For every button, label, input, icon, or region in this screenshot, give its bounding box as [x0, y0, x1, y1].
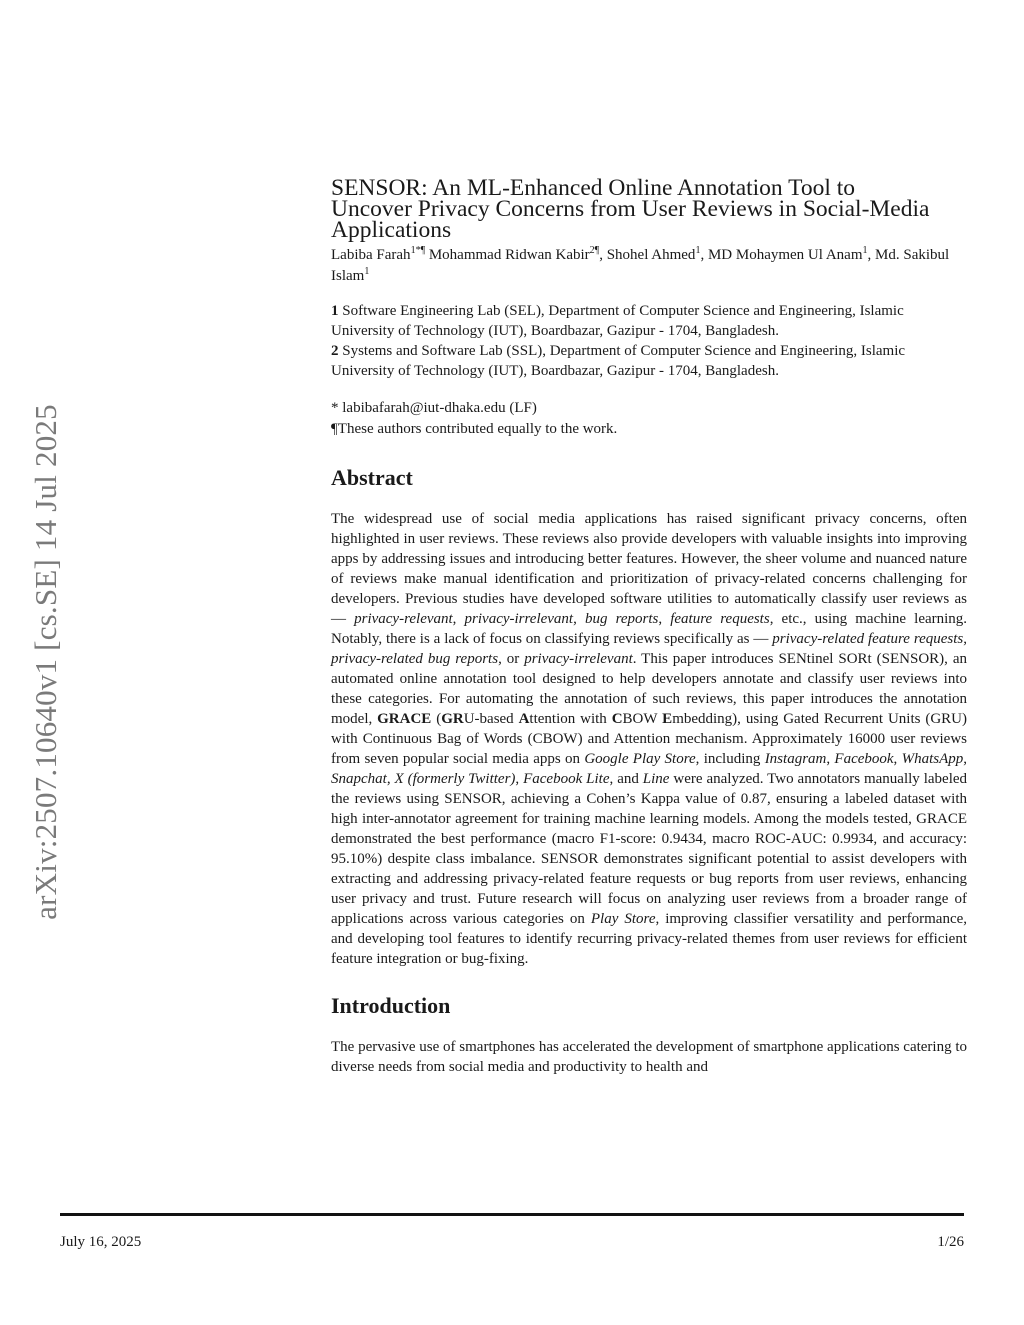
abstract-heading: Abstract: [331, 465, 413, 490]
author-separator: ,: [599, 247, 607, 263]
category-term: privacy-related feature requests: [772, 631, 964, 647]
category-term: privacy-related bug reports: [331, 651, 499, 667]
affiliation-text: Software Engineering Lab (SEL), Department of Computer Science and Engineering, Islamic University of Technology (IUT), Boardbazar, Gazipur - 1704, Bangladesh.: [331, 303, 904, 339]
abstract-text: U-based: [463, 711, 514, 727]
abstract-text: ttention with: [529, 711, 607, 727]
footer-divider: [60, 1213, 964, 1216]
author-mark: 1*¶: [410, 245, 426, 256]
affiliation-text: Systems and Software Lab (SSL), Department of Computer Science and Engineering, Islamic University of Technology (IUT), Boardbazar, Gazipur - 1704, Bangladesh.: [331, 343, 906, 379]
affiliation-1: [331, 301, 967, 341]
affiliation-2: [331, 341, 967, 381]
app-name: X (formerly Twitter): [394, 771, 516, 787]
paper-title: [331, 175, 967, 243]
author-name: Shohel Ahmed: [606, 247, 696, 263]
acronym-letter: C: [611, 711, 623, 727]
author-name: Labiba Farah: [331, 247, 411, 263]
introduction-heading: Introduction: [331, 993, 451, 1018]
corresponding-author-note: * labibafarah@iut-dhaka.edu (LF): [331, 400, 537, 416]
category-term: feature requests: [670, 611, 770, 627]
app-name: Snapchat: [331, 771, 387, 787]
abstract-text: were analyzed. Two annotators manually labeled the reviews using SENSOR, achieving a Cohen’s Kappa value of 0.87, ensuring a labeled dataset with high inter-annotator agreement for training machine learning models. Among the models tested, GRACE demonstrated the best performance (macro F1-score: 0.9434, macro ROC-AUC: 0.9934, and accuracy: 95.10%) despite class imbalance. SENSOR demonstrates significant potential to assist developers with extracting and addressing privacy-related feature requests or bug reports from user reviews, enhancing user privacy and trust. Future research will focus on analyzing user reviews from a broader range of applications across various categories on: [331, 771, 968, 927]
author-mark: 2¶: [589, 245, 600, 256]
model-name: GRACE: [377, 711, 432, 727]
title-line-2: Uncover Privacy Concerns from User Reviews in Social-Media: [331, 196, 930, 222]
category-term: bug reports: [584, 611, 659, 627]
abstract-text: BOW: [622, 711, 658, 727]
paper-content: [331, 175, 968, 1077]
acronym-letter: E: [662, 711, 673, 727]
author-separator: ,: [700, 247, 708, 263]
acronym-letter: A: [518, 711, 530, 727]
author-name: MD Mohaymen Ul Anam: [707, 247, 863, 263]
abstract-text: . This paper introduces SENtinel SORt (SENSOR), an automated online annotation tool designed to help developers annotate and classify user reviews into these categories. For automating the annotation of such reviews, this paper introduces the annotation model,: [331, 651, 968, 727]
app-name: Instagram: [764, 751, 827, 767]
app-name: Facebook: [834, 751, 894, 767]
introduction-paragraph: The pervasive use of smartphones has accelerated the development of smartphone applications catering to diverse needs from social media and productivity to health and: [331, 1039, 968, 1075]
author-mark: 1: [695, 245, 701, 256]
author-mark: 1: [364, 266, 370, 277]
author-name: Md. Sakibul Islam: [331, 247, 950, 284]
abstract-text: , including: [695, 751, 761, 767]
abstract-paragraph: The widespread use of social media applications has raised significant privacy concerns, often highlighted in user reviews. These reviews also provide developers with valuable insights into improving apps by addressing issues and introducing better features. However, the sheer volume and nuanced nature of reviews make manual identification and prioritization of privacy-related concerns challenging for developers. Previous studies have developed software utilities to automatically classify user reviews as — privacy-relevant, privacy-irrelevant, bug reports, feature requests, etc., using machine learning. Notably, there is a lack of focus on classifying reviews specifically as — privacy-related feature requests, privacy-related bug reports, or privacy-irrelevant. This paper introduces SENtinel SORt (SENSOR), an automated online annotation tool designed to help developers annotate and classify user reviews into these categories. For automating the annotation of such reviews, this paper introduces the annotation model, GRACE (GRU-based Attention with CBOW Embedding), using Gated Recurrent Units (GRU) with Continuous Bag of Words (CBOW) and Attention mechanism. Approximately 16000 user reviews from seven popular social media apps on Google Play Store, including Instagram, Facebook, WhatsApp, Snapchat, X (formerly Twitter), Facebook Lite, and Line were analyzed. Two annotators manually labeled the reviews using SENSOR, achieving a Cohen’s Kappa value of 0.87, ensuring a labeled dataset with high inter-annotator agreement for training machine learning models. Among the models tested, GRACE demonstrated the best performance (macro F1-score: 0.9434, macro ROC-AUC: 0.9934, and accuracy: 95.10%) despite class imbalance. SENSOR demonstrates significant potential to assist developers with extracting and addressing privacy-related feature requests or bug reports from user reviews, enhancing user privacy and trust. Future research will focus on analyzing user reviews from a broader range of applications across various categories on Play Store, improving classifier versatility and performance, and developing tool features to identify recurring privacy-related themes from user reviews for efficient feature integration or bug-fixing.: [331, 511, 968, 967]
store-name: Google Play Store: [584, 751, 696, 767]
category-term: privacy-irrelevant: [464, 611, 574, 627]
affiliation-number: 2: [331, 343, 339, 359]
category-term: privacy-relevant: [354, 611, 453, 627]
app-name: Facebook Lite: [523, 771, 610, 787]
title-line-1: SENSOR: An ML-Enhanced Online Annotation Tool to: [331, 175, 856, 201]
page-number: 1/26: [937, 1234, 964, 1250]
footer-date: July 16, 2025: [60, 1234, 142, 1250]
author-list: [331, 245, 967, 287]
store-name: Play Store: [590, 911, 656, 927]
affiliation-number: 1: [331, 303, 339, 319]
author-name: Mohammad Ridwan Kabir: [428, 247, 590, 263]
abstract-text: , etc., using machine learning. Notably, there is a lack of focus on classifying reviews specifically as —: [331, 611, 968, 647]
abstract-text: The widespread use of social media applications has raised significant privacy concerns, often highlighted in user reviews. These reviews also provide developers with valuable insights into improving apps by addressing issues and introducing better features. However, the sheer volume and nuanced nature of reviews make manual identification and prioritization of privacy-related concerns challenging for developers. Previous studies have developed software utilities to automatically classify user reviews as —: [331, 511, 967, 627]
author-notes: [331, 398, 967, 440]
title-line-3: Applications: [331, 217, 452, 243]
app-name: WhatsApp: [901, 751, 964, 767]
abstract-text: , or: [498, 651, 520, 667]
arxiv-identifier-stamp: arXiv:2507.10640v1 [cs.SE] 14 Jul 2025: [28, 404, 63, 920]
author-separator: ,: [867, 247, 876, 263]
acronym-letter: GR: [441, 711, 464, 727]
app-name: Line: [642, 771, 670, 787]
abstract-text: , improving classifier versatility and performance, and developing tool features to identify recurring privacy-related themes from user reviews for efficient feature integration or bug-fixing.: [331, 911, 968, 967]
equal-contribution-note: ¶These authors contributed equally to the work.: [331, 421, 618, 437]
affiliations: [331, 301, 967, 381]
author-mark: 1: [862, 245, 868, 256]
category-term: privacy-irrelevant: [524, 651, 633, 667]
abstract-text: mbedding), using Gated Recurrent Units (GRU) with Continuous Bag of Words (CBOW) and Attention mechanism. Approximately 16000 user reviews from seven popular social media apps on: [331, 711, 967, 767]
abstract-text: , and: [609, 771, 639, 787]
